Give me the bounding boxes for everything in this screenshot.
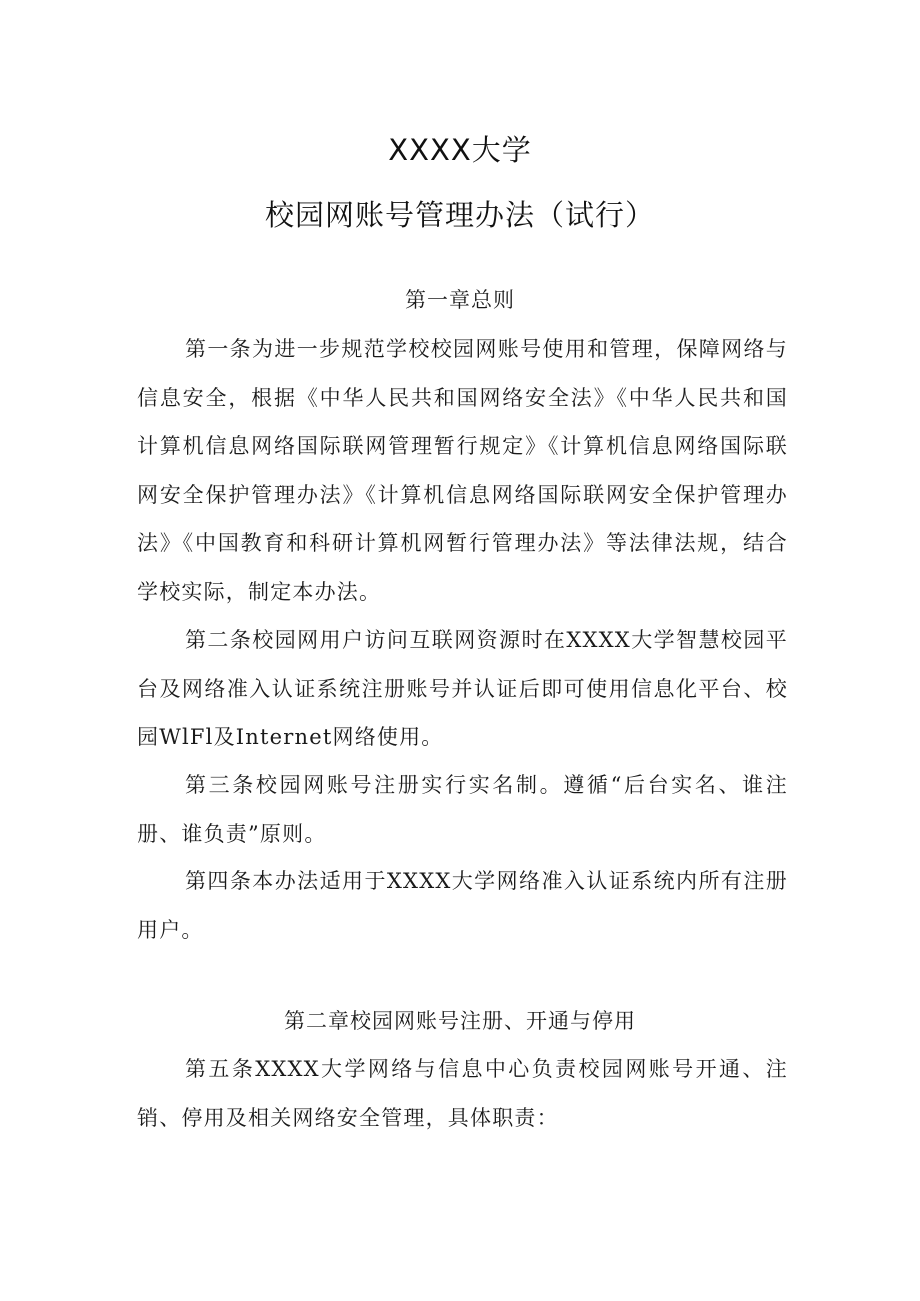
article-3: 第三条校园网账号注册实行实名制。遵循“后台实名、谁注册、谁负责”原则。 xyxy=(137,773,788,846)
chapter2-heading: 第二章校园网账号注册、开通与停用 xyxy=(284,1009,636,1033)
document-title-line1: XXXX大学 xyxy=(388,133,532,167)
article-4: 第四条本办法适用于XXXX大学网络准入认证系统内所有注册用户。 xyxy=(137,869,788,942)
article-1: 第一条为进一步规范学校校园网账号使用和管理，保障网络与信息安全，根据《中华人民共和国网络安全法》《中华人民共和国计算机信息网络国际联网管理暂行规定》《计算机信息网络国际联网安全保护管理办法》《计算机信息网络国际联网安全保护管理办法》《中国教育和科研计算机网暂行管理办法》等法律法规，结合学校实际，制定本办法。 xyxy=(137,337,788,604)
article-5: 第五条XXXX大学网络与信息中心负责校园网账号开通、注销、停用及相关网络安全管理，具体职责： xyxy=(137,1057,788,1130)
article-2: 第二条校园网用户访问互联网资源时在XXXX大学智慧校园平台及网络准入认证系统注册账号并认证后即可使用信息化平台、校园WlFl及Internet网络使用。 xyxy=(137,628,788,750)
document-title-line2: 校园网账号管理办法（试行） xyxy=(264,198,655,232)
chapter1-heading: 第一章总则 xyxy=(405,288,515,312)
